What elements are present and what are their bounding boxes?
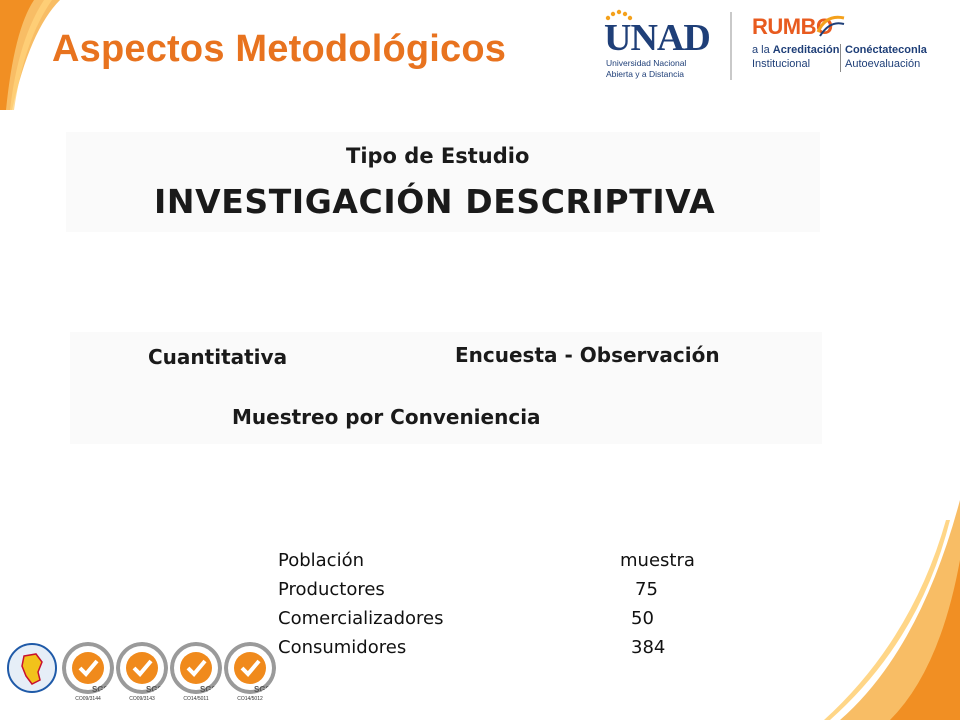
rumbo-wordmark: RUMBO (752, 14, 833, 39)
method-sampling: Muestreo por Conveniencia (232, 405, 541, 429)
sample-cell: 384 (631, 637, 666, 658)
svg-text:SGS: SGS (254, 685, 271, 694)
unad-wordmark: UNAD (604, 17, 710, 59)
rumbo-line1: a la Acreditación (752, 44, 840, 56)
orange-swoosh-decoration (800, 500, 960, 720)
cert-code: CO09/3143 (129, 696, 155, 702)
rumbo-line2: Institucional (752, 58, 811, 70)
svg-text:SGS: SGS (200, 685, 217, 694)
sgs-certification-icon (116, 642, 168, 694)
study-type-label: Tipo de Estudio (346, 144, 530, 168)
unad-logo (600, 8, 710, 84)
colombia-seal-icon (6, 642, 58, 694)
table-row (278, 575, 718, 604)
rumbo-right-line2: Autoevaluación (845, 58, 921, 70)
svg-text:SGS: SGS (146, 685, 163, 694)
sgs-certification-icon (62, 642, 114, 694)
cert-code: CO09/3144 (75, 696, 101, 702)
sgs-certification-icon (170, 642, 222, 694)
population-cell: Consumidores (278, 637, 407, 658)
logo-divider (730, 12, 732, 80)
sgs-certification-icon (224, 642, 276, 694)
study-type-value: INVESTIGACIÓN DESCRIPTIVA (154, 182, 716, 221)
method-techniques: Encuesta - Observación (455, 343, 720, 367)
table-row (278, 633, 718, 662)
sample-header: muestra (620, 550, 695, 571)
svg-text:SGS: SGS (92, 685, 109, 694)
sample-cell: 50 (631, 608, 654, 629)
sample-cell: 75 (635, 579, 658, 600)
certification-seals (6, 638, 286, 718)
population-header: Población (278, 550, 365, 571)
unad-subtitle: Universidad Nacional Abierta y a Distancia (606, 58, 687, 79)
method-approach: Cuantitativa (148, 345, 288, 369)
rumbo-logo (752, 14, 942, 84)
table-header-row (278, 546, 718, 575)
cert-code: CO14/5011 (183, 696, 209, 702)
population-cell: Productores (278, 579, 385, 600)
population-table (278, 546, 718, 662)
rumbo-right-line1: Conéctateconla (845, 44, 927, 56)
rumbo-swirl-icon (816, 12, 846, 38)
slide-title: Aspectos Metodológicos (52, 28, 507, 70)
population-cell: Comercializadores (278, 608, 444, 629)
rumbo-separator (840, 44, 841, 72)
table-row (278, 604, 718, 633)
cert-code: CO14/5012 (237, 696, 263, 702)
